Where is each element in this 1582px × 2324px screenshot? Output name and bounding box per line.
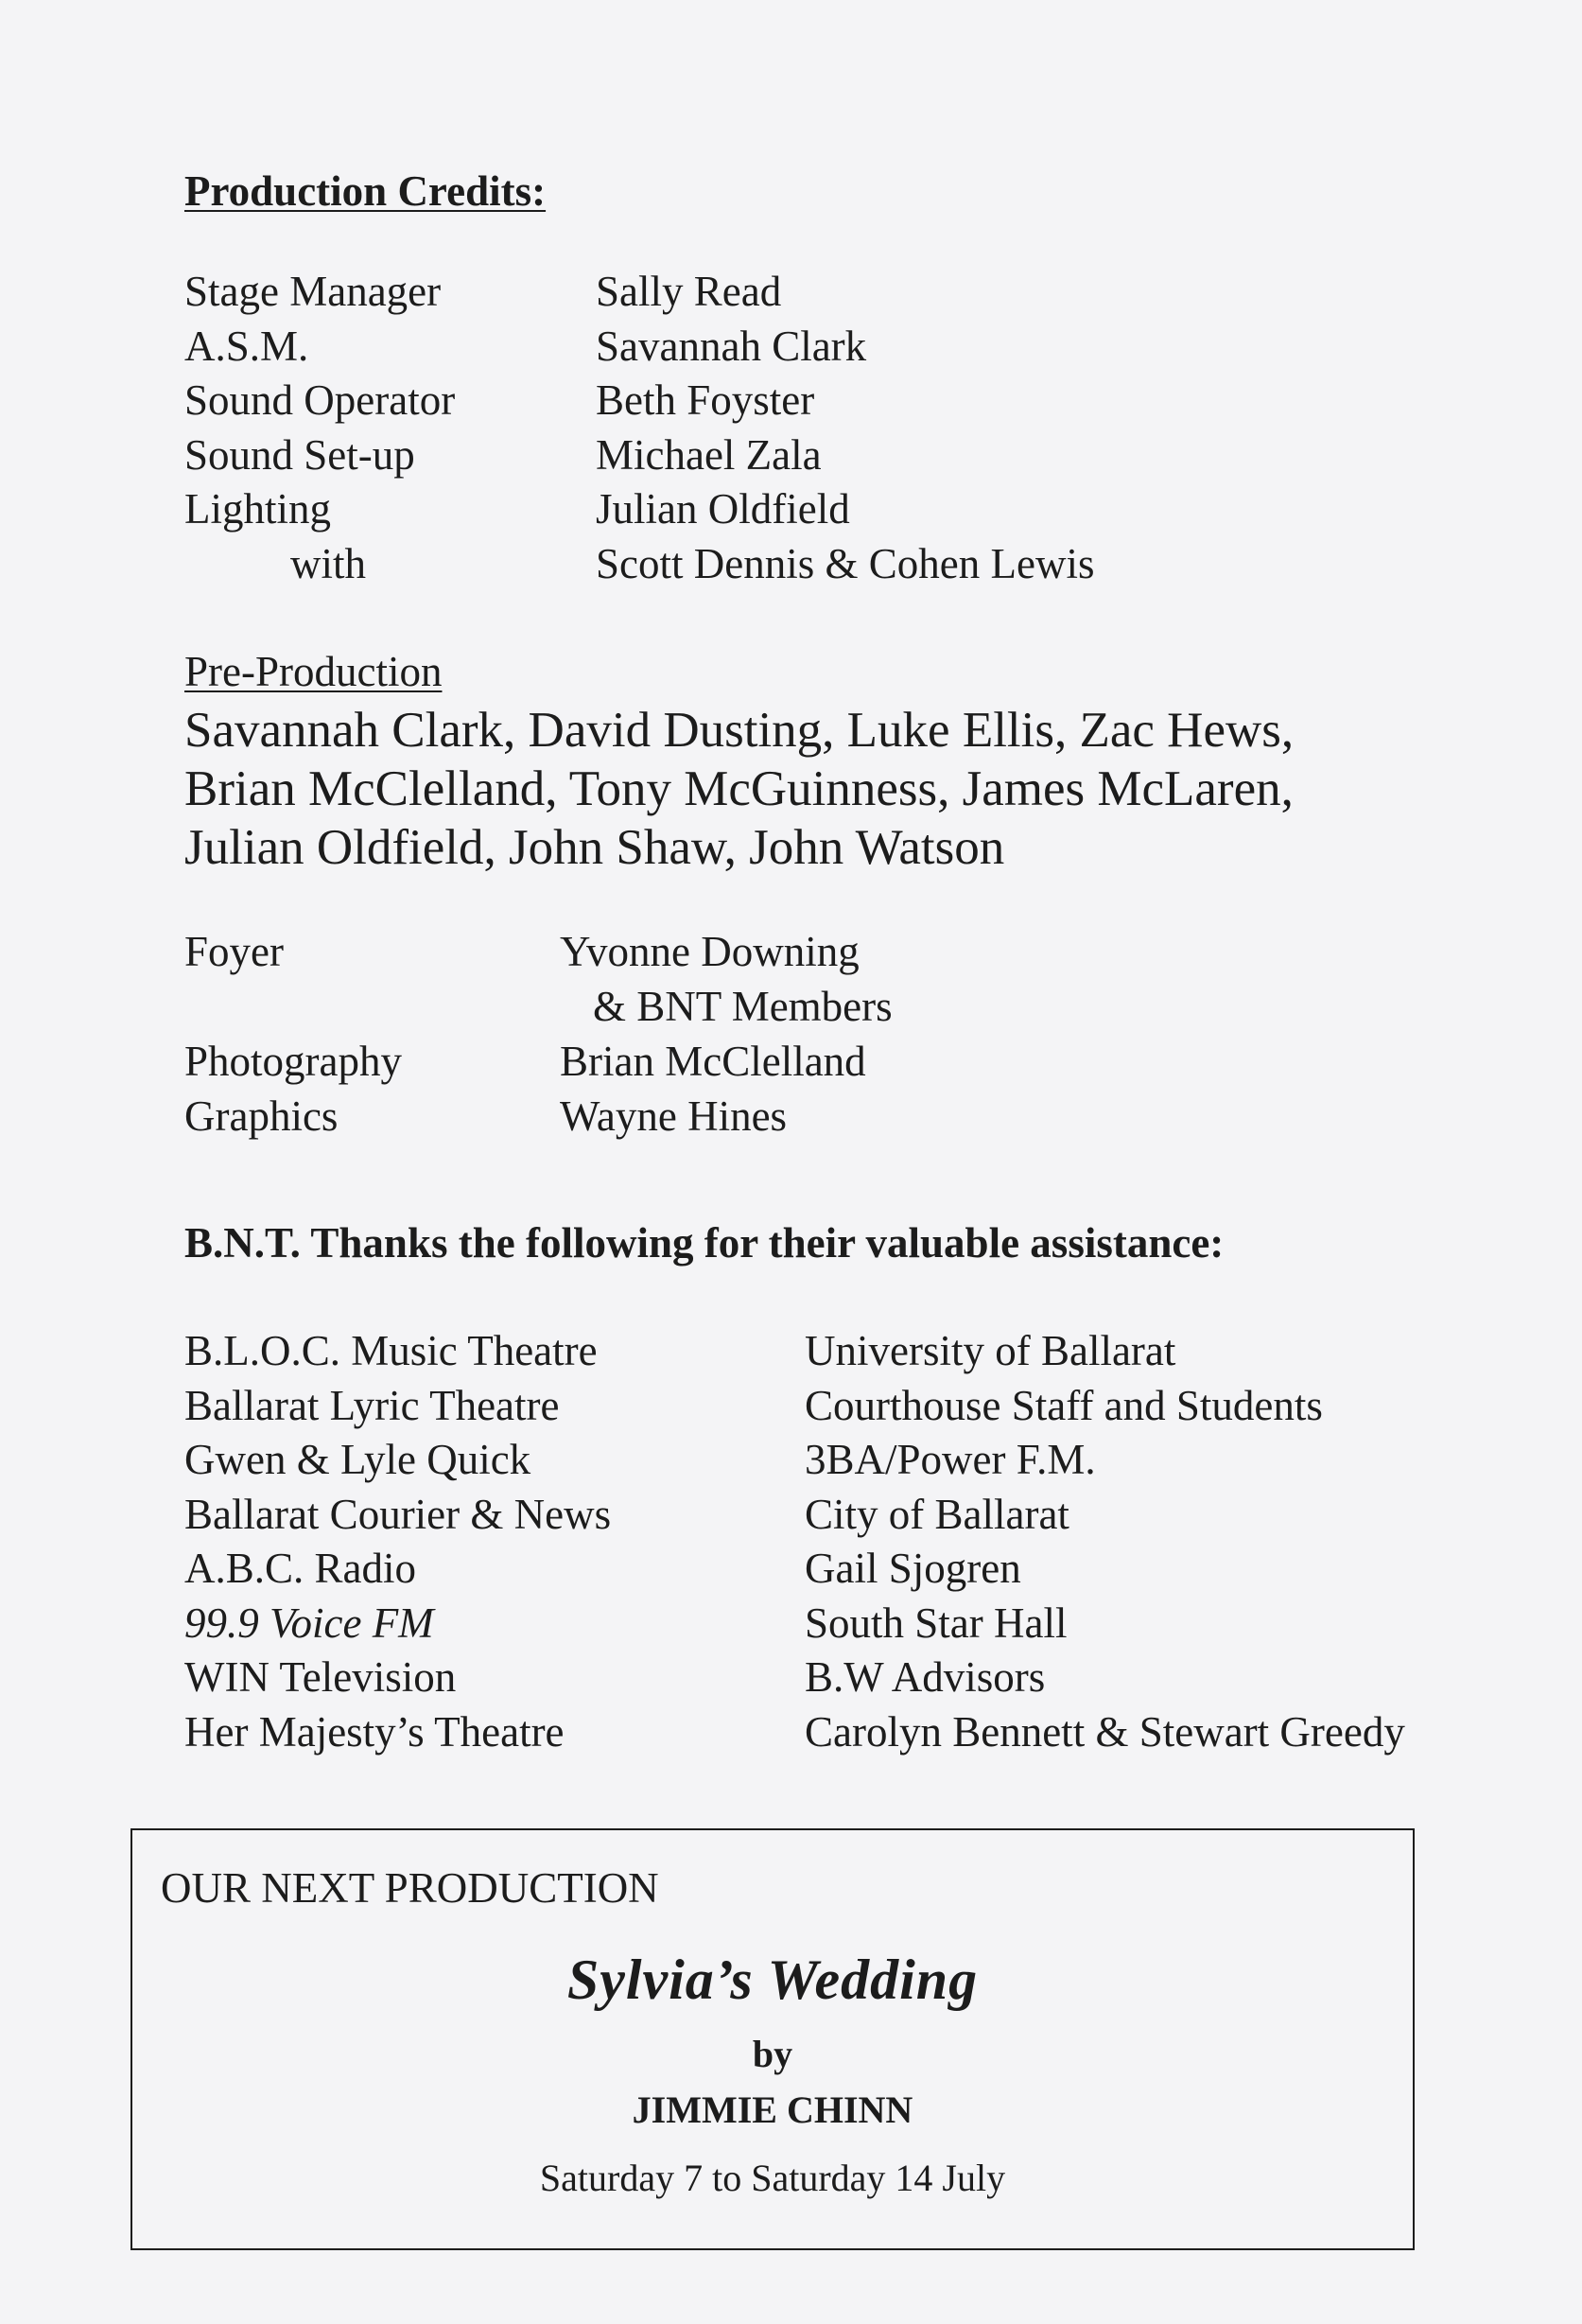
thanks-item: B.W Advisors [805,1653,1046,1701]
thanks-item: Gail Sjogren [805,1545,1021,1592]
credit-role: Stage Manager [184,268,442,315]
thanks-item: Ballarat Courier & News [184,1490,612,1538]
credit-name: Michael Zala [596,430,822,479]
next-production-title: Sylvia’s Wedding [566,1948,979,2011]
credit-name: Savannah Clark [596,322,867,370]
foyer-name-continued: & BNT Members [593,983,893,1030]
next-production-author: JIMMIE CHINN [632,2088,913,2131]
thanks-item: City of Ballarat [805,1490,1069,1538]
thanks-right-column [805,1324,1405,1759]
next-production-box [130,1828,1415,2250]
credit-name: Sally Read [596,268,782,315]
pre-production-heading: Pre-Production [184,648,443,695]
photography-label: Photography [184,1038,402,1085]
credit-name: Beth Foyster [596,376,815,424]
thanks-item: Carolyn Bennett & Stewart Greedy [805,1707,1405,1756]
thanks-item: Ballarat Lyric Theatre [184,1381,560,1429]
next-production-dates: Saturday 7 to Saturday 14 July [539,2157,1006,2199]
pre-production-line: Julian Oldfield, John Shaw, John Watson [184,820,1005,875]
credit-name: Scott Dennis & Cohen Lewis [596,539,1095,587]
thanks-item: 99.9 Voice FM [184,1599,434,1647]
thanks-heading: B.N.T. Thanks the following for their valuable assistance: [184,1219,1225,1267]
thanks-item: Her Majesty’s Theatre [184,1707,565,1756]
next-production-by: by [752,2033,793,2075]
foyer-label: Foyer [184,928,284,975]
graphics-label: Graphics [184,1092,339,1140]
pre-production-line: Savannah Clark, David Dusting, Luke Ellis, Zac Hews, [184,703,1295,758]
pre-production-line: Brian McClelland, Tony McGuinness, James McLaren, [184,761,1294,816]
credit-role: with [290,539,367,587]
credit-role: A.S.M. [184,322,309,370]
credits-names-column [596,265,1094,591]
thanks-item: South Star Hall [805,1599,1068,1647]
thanks-item: Courthouse Staff and Students [805,1381,1323,1429]
credits-roles-column [184,265,455,591]
thanks-item: B.L.O.C. Music Theatre [184,1327,598,1374]
credit-role: Sound Operator [184,376,456,424]
thanks-item: University of Ballarat [805,1327,1176,1374]
thanks-left-column [184,1324,611,1759]
credit-role: Sound Set-up [184,430,415,479]
thanks-item: 3BA/Power F.M. [805,1436,1096,1483]
photography-name: Brian McClelland [560,1038,866,1085]
credit-name: Julian Oldfield [596,485,850,533]
credit-role: Lighting [184,485,331,533]
thanks-item: Gwen & Lyle Quick [184,1436,531,1483]
next-production-label: OUR NEXT PRODUCTION [161,1864,659,1912]
production-credits-heading: Production Credits: [184,167,547,215]
pre-production-list [184,701,1294,877]
graphics-name: Wayne Hines [560,1092,788,1140]
foyer-name: Yvonne Downing [560,928,860,975]
thanks-item: A.B.C. Radio [184,1545,417,1592]
thanks-item: WIN Television [184,1653,457,1701]
